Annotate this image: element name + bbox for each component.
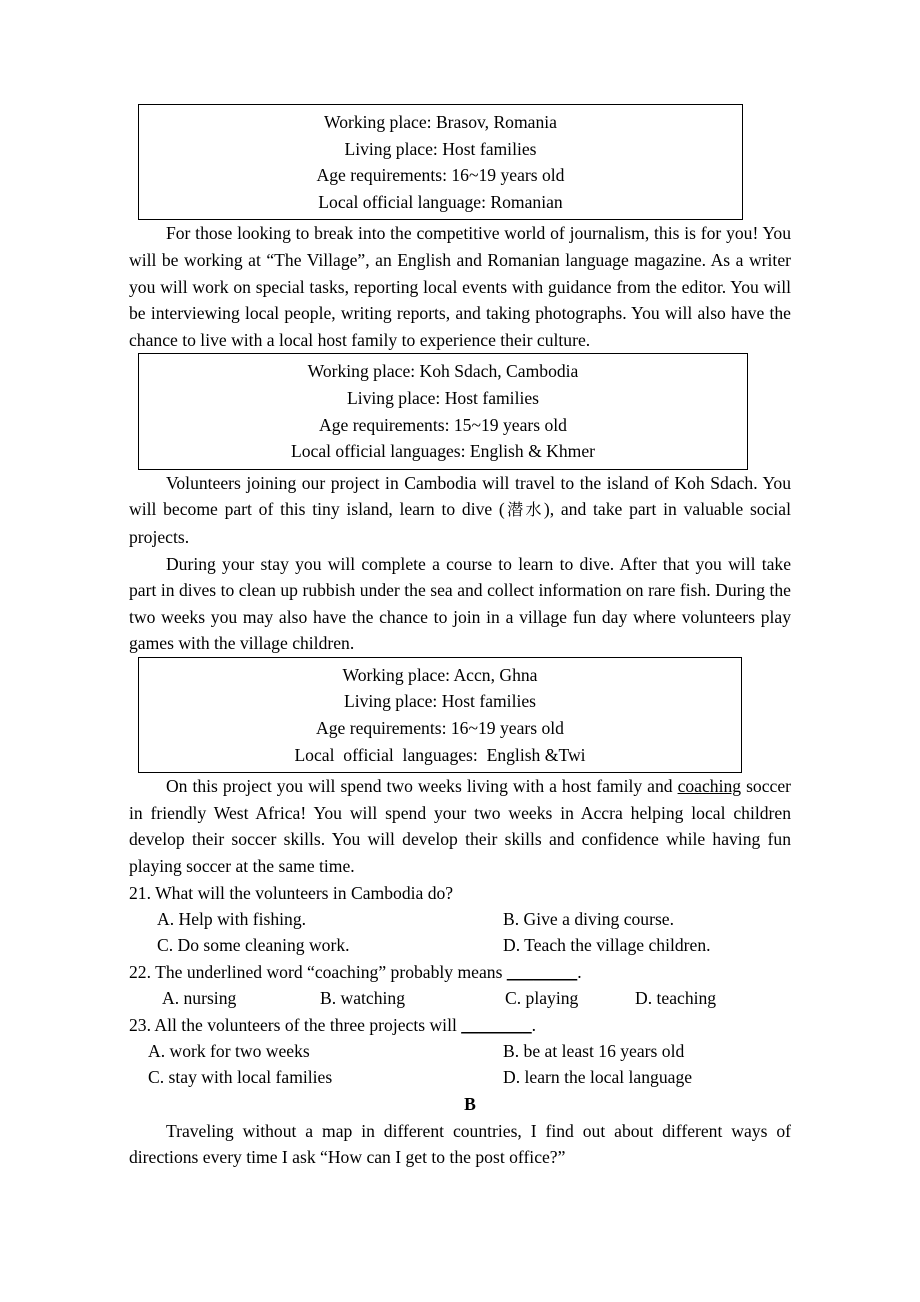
question-21-options-row-2 <box>129 932 791 958</box>
info-line-living-place: Living place: Host families <box>346 387 540 408</box>
paragraph-ghana-after: soccer in friendly West Africa! You will spend your two weeks in Accra helping local children develop their soccer skills. You will develop their skills and confidence while having fun playing soccer at the same time. <box>129 776 792 877</box>
info-line-working-place: Working place: Koh Sdach, Cambodia <box>307 361 579 382</box>
document-content <box>129 104 791 1171</box>
info-line-age-requirements: Age requirements: 16~19 years old <box>316 718 564 739</box>
question-22-option-d[interactable]: D. teaching <box>635 988 717 1009</box>
section-letter-b: B <box>464 1093 476 1114</box>
info-line-official-languages: Local official languages: English &Twi <box>294 744 586 765</box>
question-22-stem-before: 22. The underlined word “coaching” probably means <box>129 961 507 982</box>
question-23-answer-blank[interactable]: ________ <box>461 1014 532 1035</box>
paragraph-section-b: Traveling without a map in different countries, I find out about different ways of directions every time I ask “How can I get to the post office?” <box>129 1120 791 1168</box>
question-21-option-c[interactable]: C. Do some cleaning work. <box>157 935 350 956</box>
paragraph-cambodia-2: During your stay you will complete a course to learn to dive. After that you will take part in dives to clean up rubbish under the sea and collect information on rare fish. During the two weeks you may also have the chance to join in a village fun day where volunteers play games with the village children. <box>129 553 791 654</box>
info-line-working-place: Working place: Accn, Ghna <box>342 664 538 685</box>
paragraph-ghana-before: On this project you will spend two weeks living with a host family and <box>165 776 678 797</box>
question-22-option-c[interactable]: C. playing <box>505 988 579 1009</box>
question-21-option-a[interactable]: A. Help with fishing. <box>157 909 307 930</box>
question-22-answer-blank[interactable]: ________ <box>506 961 578 982</box>
info-box-ghana <box>138 657 742 773</box>
paragraph-cambodia-1 <box>129 470 791 551</box>
paragraph-cambodia-1-chinese-gloss: 潜水 <box>504 500 544 520</box>
question-23-stem-before: 23. All the volunteers of the three projects will <box>129 1014 462 1035</box>
info-box-cambodia <box>138 353 748 469</box>
info-line-living-place: Living place: Host families <box>344 138 537 159</box>
question-23-stem <box>129 1012 791 1038</box>
paragraph-romania: For those looking to break into the competitive world of journalism, this is for you! You will be working at “The Village”, an English and Romanian language magazine. As a writer you will work on special tasks, reporting local events with guidance from the editor. You will be interviewing local people, writing reports, and taking photographs. You will also have the chance to live with a local host family to experience their culture. <box>129 223 791 350</box>
question-23-options-row-2 <box>129 1064 791 1090</box>
info-line-age-requirements: Age requirements: 15~19 years old <box>319 414 567 435</box>
question-23-option-d[interactable]: D. learn the local language <box>503 1067 693 1088</box>
info-line-working-place: Working place: Brasov, Romania <box>324 112 557 132</box>
question-22-option-a[interactable]: A. nursing <box>162 988 237 1009</box>
info-line-living-place: Living place: Host families <box>343 691 537 712</box>
question-22-option-b[interactable]: B. watching <box>320 988 406 1009</box>
question-21-stem: 21. What will the volunteers in Cambodia do? <box>129 882 454 903</box>
question-23-option-a[interactable]: A. work for two weeks <box>148 1041 310 1062</box>
info-line-age-requirements: Age requirements: 16~19 years old <box>316 165 565 186</box>
question-22-options-row <box>129 985 791 1011</box>
question-23-option-c[interactable]: C. stay with local families <box>148 1067 333 1088</box>
question-23-stem-after: . <box>531 1014 537 1035</box>
paragraph-cambodia-1-before: Volunteers joining our project in Cambodia will travel to the island of Koh Sdach. You will become part of this tiny island, learn to dive ( <box>129 472 791 520</box>
question-21-option-b[interactable]: B. Give a diving course. <box>503 909 675 930</box>
question-22-stem-after: . <box>577 961 582 982</box>
info-line-official-languages: Local official languages: English & Khmer <box>290 441 596 462</box>
info-line-official-language: Local official language: Romanian <box>318 191 563 212</box>
paragraph-cambodia-1-after: ), and take part in valuable social projects. <box>129 499 791 547</box>
question-21-options-row-1 <box>129 906 791 932</box>
question-23-option-b[interactable]: B. be at least 16 years old <box>503 1041 685 1062</box>
question-22-stem <box>129 959 791 985</box>
underlined-word-coaching: coaching <box>677 776 742 797</box>
question-21-option-d[interactable]: D. Teach the village children. <box>503 935 711 956</box>
question-23-options-row-1 <box>129 1038 791 1064</box>
paragraph-ghana <box>129 773 791 879</box>
info-box-romania <box>138 104 743 220</box>
